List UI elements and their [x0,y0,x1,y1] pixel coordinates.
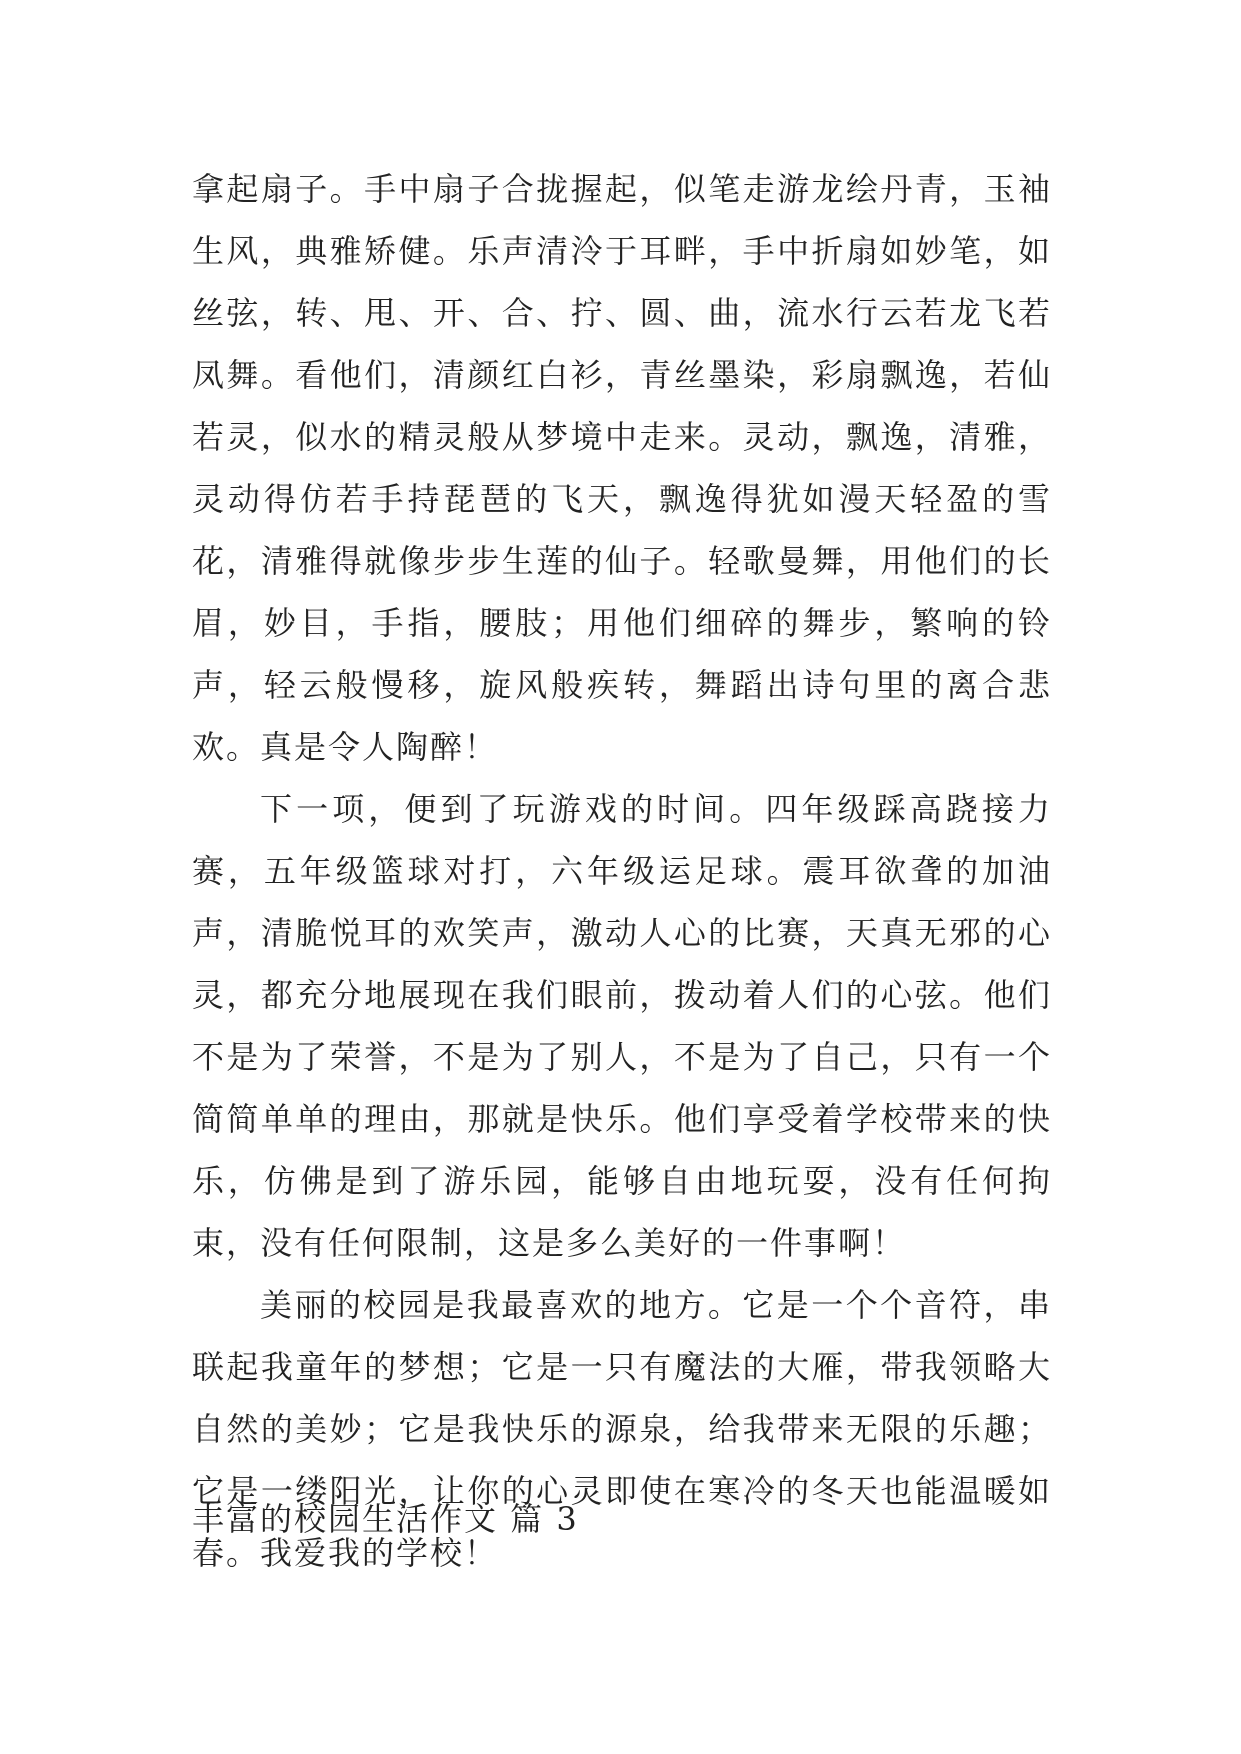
essay-body [192,158,1052,1584]
section-heading: 丰富的校园生活作文 篇 3 [192,1500,579,1538]
paragraph-games: 下一项，便到了玩游戏的时间。四年级踩高跷接力赛，五年级篮球对打，六年级运足球。震耳欲聋的加油声，清脆悦耳的欢笑声，激动人心的比赛，天真无邪的心灵，都充分地展现在我们眼前，拨动着人们的心弦。他们不是为了荣誉，不是为了别人，不是为了自己，只有一个简简单单的理由，那就是快乐。他们享受着学校带来的快乐，仿佛是到了游乐园，能够自由地玩耍，没有任何拘束，没有任何限制，这是多么美好的一件事啊！ [192,790,1052,1262]
paragraph-continuation: 拿起扇子。手中扇子合拢握起，似笔走游龙绘丹青，玉袖生风，典雅矫健。乐声清泠于耳畔，手中折扇如妙笔，如丝弦，转、甩、开、合、拧、圆、曲，流水行云若龙飞若凤舞。看他们，清颜红白衫，青丝墨染，彩扇飘逸，若仙若灵，似水的精灵般从梦境中走来。灵动，飘逸，清雅，灵动得仿若手持琵琶的飞天，飘逸得犹如漫天轻盈的雪花，清雅得就像步步生莲的仙子。轻歌曼舞，用他们的长眉，妙目，手指，腰肢；用他们细碎的舞步，繁响的铃声，轻云般慢移，旋风般疾转，舞蹈出诗句里的离合悲欢。真是令人陶醉！ [192,170,1052,766]
paragraph-conclusion: 美丽的校园是我最喜欢的地方。它是一个个音符，串联起我童年的梦想；它是一只有魔法的大雁，带我领略大自然的美妙；它是我快乐的源泉，给我带来无限的乐趣；它是一缕阳光，让你的心灵即使在寒冷的冬天也能温暖如春。我爱我的学校！ [192,1286,1052,1572]
